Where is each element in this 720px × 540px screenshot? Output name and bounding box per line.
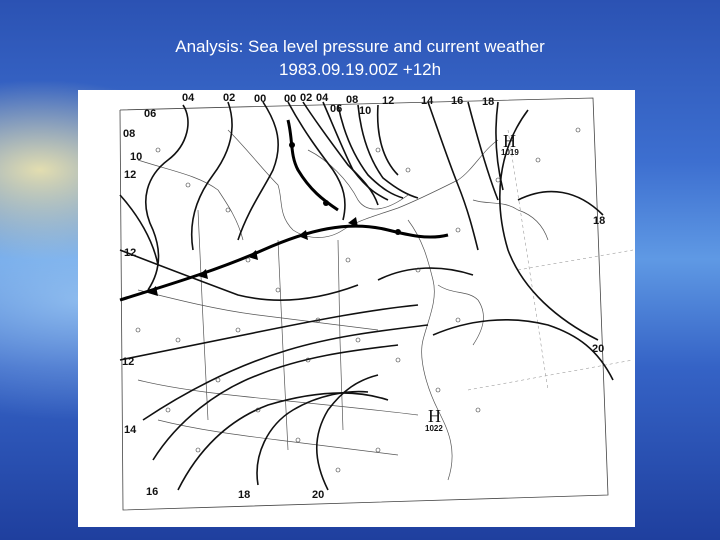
isobar-label: 18 <box>482 96 495 108</box>
isobar-label: 16 <box>451 95 464 107</box>
isobar-label: 10 <box>359 105 372 117</box>
isobar-label: 08 <box>346 94 359 106</box>
isobar-label: 08 <box>123 128 136 140</box>
isobar-label: 20 <box>592 343 605 355</box>
chart-subtitle: 1983.09.19.00Z +12h <box>278 60 442 79</box>
high-pressure-symbol: H <box>428 406 441 426</box>
isobar-label: 06 <box>330 103 343 115</box>
high-pressure-value: 1022 <box>425 424 443 433</box>
geography-lines <box>138 130 548 480</box>
grid-lines <box>468 130 633 390</box>
isobar-label: 06 <box>144 108 157 120</box>
isobar-label: 12 <box>124 169 137 181</box>
isobar-label: 12 <box>382 95 395 107</box>
isobar-label: 12 <box>124 247 137 259</box>
isobar-label: 12 <box>122 356 135 368</box>
weather-map <box>78 90 635 527</box>
isobar-label: 02 <box>223 92 236 104</box>
isobar-label: 18 <box>593 215 606 227</box>
isobar-label: 00 <box>254 93 267 105</box>
station-plots <box>136 128 580 472</box>
isobar-label: 20 <box>312 489 325 501</box>
isobar-label: 14 <box>421 95 434 107</box>
isobars <box>120 102 613 490</box>
chart-title: Analysis: Sea level pressure and current weather <box>175 37 545 56</box>
isobar-label: 04 <box>316 92 329 104</box>
isobar-label: 14 <box>124 424 137 436</box>
isobar-labels <box>122 92 605 501</box>
isobar-label: 02 <box>300 92 313 104</box>
isobar-label: 18 <box>238 489 251 501</box>
high-pressure-symbol: H <box>503 131 516 151</box>
pressure-centers <box>425 131 519 433</box>
cold-front <box>120 120 448 300</box>
isobar-label: 16 <box>146 486 159 498</box>
isobar-label: 00 <box>284 93 297 105</box>
isobar-label: 04 <box>182 92 195 104</box>
isobar-label: 10 <box>130 151 143 163</box>
high-pressure-value: 1019 <box>501 148 519 157</box>
